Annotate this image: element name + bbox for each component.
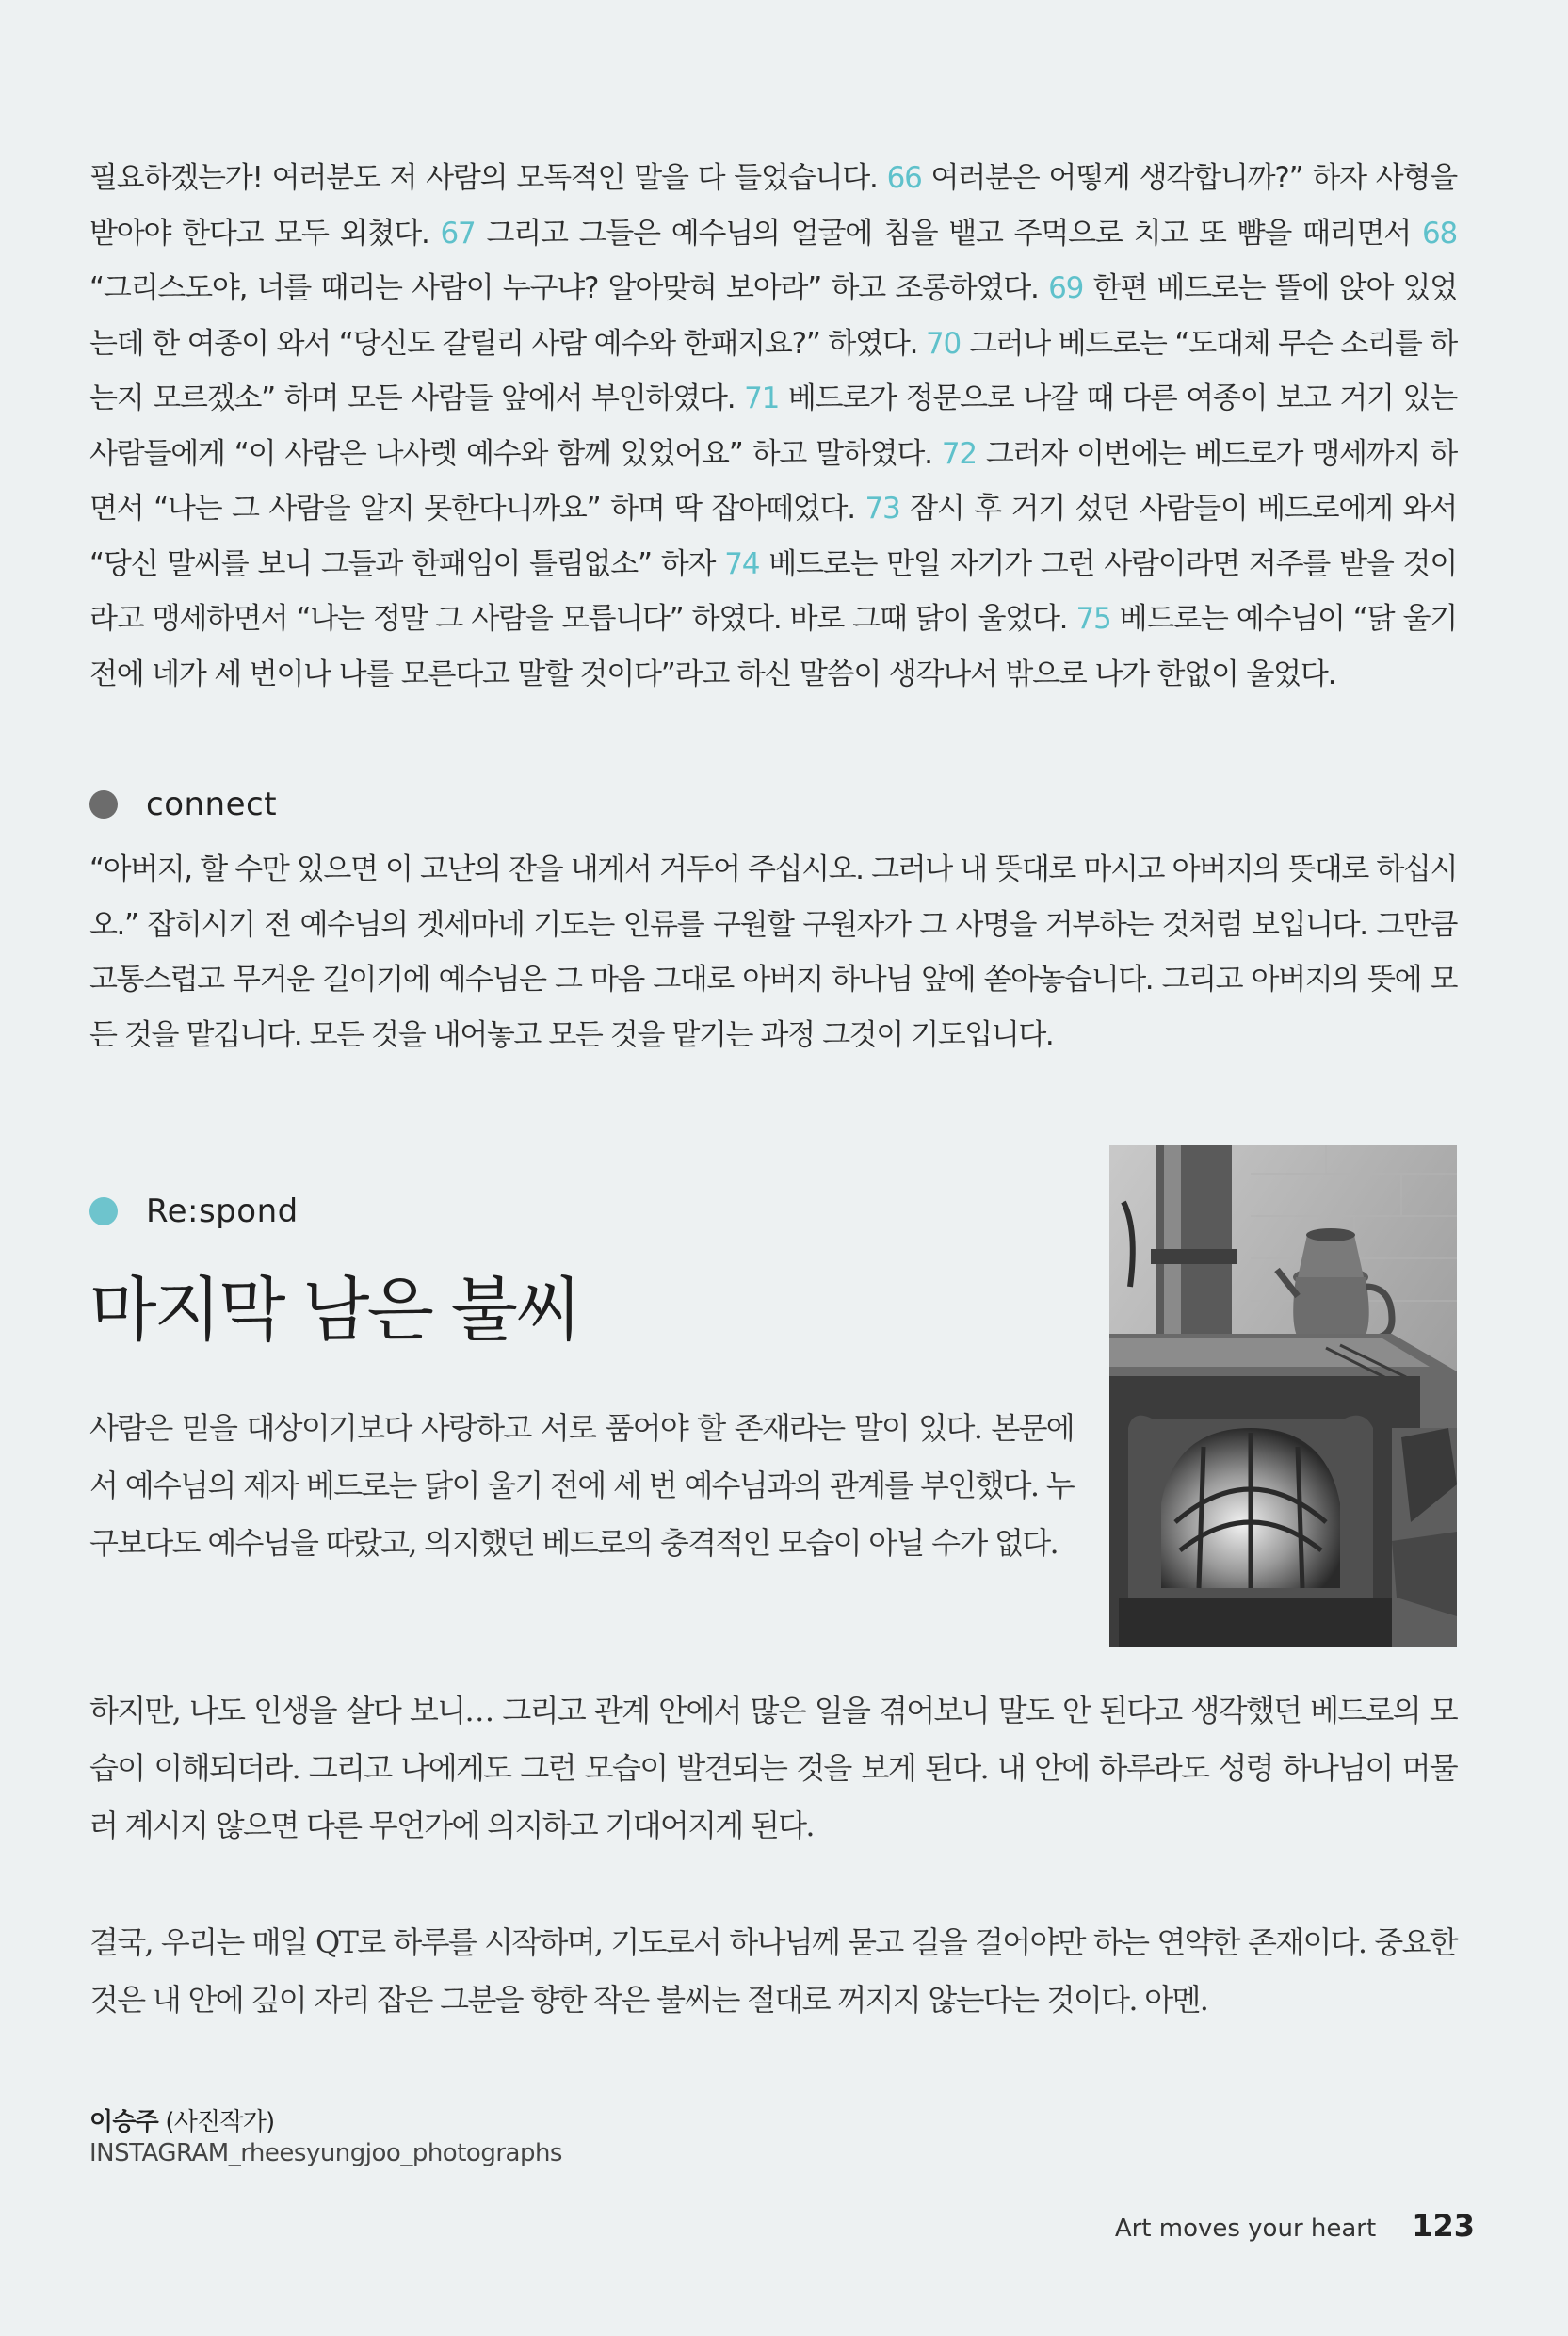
verse-text: 그리고 그들은 예수님의 얼굴에 침을 뱉고 주먹으로 치고 또 뺨을 때리면서 <box>475 216 1422 251</box>
verse-text: “그리스도야, 너를 때리는 사람이 누구냐? 알아맞혀 보아라” 하고 조롱하였다. <box>89 271 1049 305</box>
scripture-passage <box>89 151 1457 702</box>
verse-number: 72 <box>941 436 977 471</box>
respond-paragraph-3: 결국, 우리는 매일 QT로 하루를 시작하며, 기도로서 하나님께 묻고 길을 걸어야만 하는 연약한 존재이다. 중요한 것은 내 안에 깊이 자리 잡은 그분을 향한 작은 불씨는 절대로 꺼지지 않는다는 것이다. 아멘. <box>89 1924 1457 2018</box>
verse-text: 필요하겠는가! 여러분도 저 사람의 모독적인 말을 다 들었습니다. <box>89 161 887 195</box>
verse-number: 73 <box>865 492 900 526</box>
verse-text: 그러나 베드로는 “도대체 무슨 소리를 하는지 모르겠소” 하며 모든 사람들 앞에서 부인하였다. <box>89 326 1458 415</box>
wood-stove-illustration <box>1109 1145 1457 1647</box>
verse-text: 그러자 이번에는 베드로가 맹세까지 하면서 “나는 그 사람을 알지 못한다니까요” 하며 딱 잡아떼었다. <box>89 436 1457 526</box>
verse-number: 71 <box>744 381 780 415</box>
respond-label: Re:spond <box>146 1192 299 1230</box>
verse-text: 여러분은 어떻게 생각합니까?” 하자 사형을 받아야 한다고 모두 외쳤다. <box>89 161 1457 251</box>
instagram-handle: INSTAGRAM_rheesyungjoo_photographs <box>89 2139 562 2167</box>
respond-paragraph-2: 하지만, 나도 인생을 살다 보니… 그리고 관계 안에서 많은 일을 겪어보니 말도 안 된다고 생각했던 베드로의 모습이 이해되더라. 그리고 나에게도 그런 모습이 발견되는 것을 보게 된다. 내 안에 하루라도 성령 하나님이 머물러 계시지 않으면 다른 무언가에 의지하고 기대어지게 된다. <box>89 1693 1457 1843</box>
verse-number: 70 <box>925 326 962 361</box>
photographer-name: 이승주 <box>89 2108 158 2136</box>
respond-section-header <box>89 1192 299 1230</box>
page-number: 123 <box>1412 2208 1475 2244</box>
bullet-dot-icon <box>89 790 118 819</box>
verse-number: 67 <box>440 216 476 251</box>
verse-number: 69 <box>1048 271 1084 305</box>
connect-section-header <box>89 786 277 823</box>
verse-text: 베드로가 정문으로 나갈 때 다른 여종이 보고 거기 있는 사람들에게 “이 사람은 나사렛 예수와 함께 있었어요” 하고 말하였다. <box>89 381 1458 471</box>
article-title: 마지막 남은 불씨 <box>89 1270 580 1351</box>
photographer-credit <box>89 2102 274 2137</box>
footer-tagline: Art moves your heart <box>1114 2214 1377 2243</box>
page-footer <box>1115 2208 1475 2244</box>
photographer-role: (사진작가) <box>165 2108 275 2136</box>
verse-number: 66 <box>886 161 922 195</box>
respond-paragraph-1: 사람은 믿을 대상이기보다 사랑하고 서로 품어야 할 존재라는 말이 있다. 본문에서 예수님의 제자 베드로는 닭이 울기 전에 세 번 예수님과의 관계를 부인했다. 누구보다도 예수님을 따랐고, 의지했던 베드로의 충격적인 모습이 아닐 수가 없다. <box>89 1410 1074 1561</box>
connect-body: “아버지, 할 수만 있으면 이 고난의 잔을 내게서 거두어 주십시오. 그러나 내 뜻대로 마시고 아버지의 뜻대로 하십시오.” 잡히시기 전 예수님의 겟세마네 기도는 인류를 구원할 구원자가 그 사명을 거부하는 것처럼 보입니다. 그만큼 고통스럽고 무거운 길이기에 예수님은 그 마음 그대로 아버지 하나님 앞에 쏟아놓습니다. 그리고 아버지의 뜻에 모든 것을 맡깁니다. 모든 것을 내어놓고 모든 것을 맡기는 과정 그것이 기도입니다. <box>89 852 1457 1052</box>
verse-text: 베드로는 예수님이 “닭 울기 전에 네가 세 번이나 나를 모른다고 말할 것이다”라고 하신 말씀이 생각나서 밖으로 나가 한없이 울었다. <box>89 602 1457 691</box>
connect-label: connect <box>146 786 278 823</box>
verse-text: 잠시 후 거기 섰던 사람들이 베드로에게 와서 “당신 말씨를 보니 그들과 한패임이 틀림없소” 하자 <box>89 492 1457 581</box>
verse-number: 68 <box>1421 216 1457 251</box>
verse-text: 베드로는 만일 자기가 그런 사람이라면 저주를 받을 것이라고 맹세하면서 “나는 정말 그 사람을 모릅니다” 하였다. 바로 그때 닭이 울었다. <box>89 546 1458 636</box>
bullet-dot-icon <box>89 1197 118 1225</box>
verse-number: 75 <box>1075 602 1111 636</box>
wood-stove-photo <box>1109 1145 1457 1647</box>
verse-text: 한편 베드로는 뜰에 앉아 있었는데 한 여종이 와서 “당신도 갈릴리 사람 예수와 한패지요?” 하였다. <box>89 271 1457 361</box>
verse-number: 74 <box>724 546 760 581</box>
